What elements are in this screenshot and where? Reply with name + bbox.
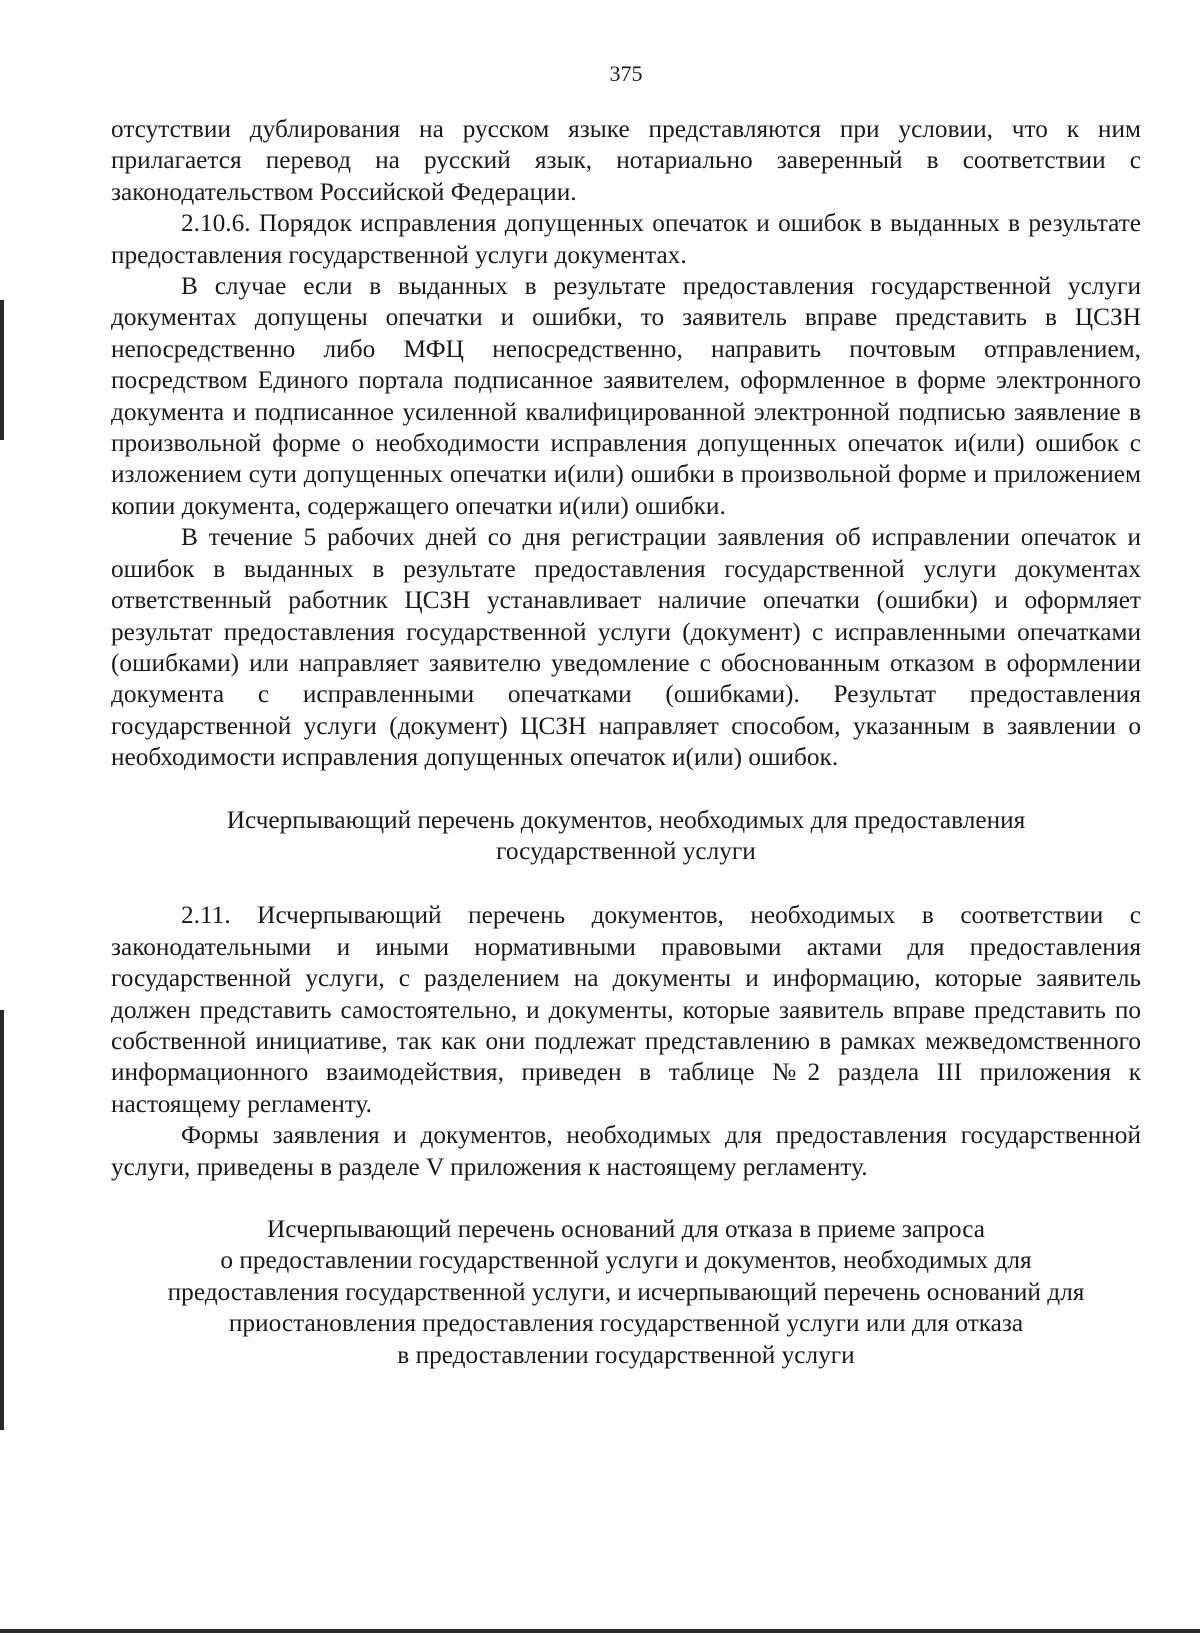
paragraph-continuation: отсутствии дублирования на русском языке представляются при условии, что к ним прилагается перевод на русский язык, нотариально заверенный в соответствии с законодательством Российской Федерации.: [111, 115, 1141, 206]
scan-edge-mark: [0, 300, 4, 440]
heading-line: Исчерпывающий перечень оснований для отказа в приеме запроса: [267, 1215, 985, 1243]
heading-line: предоставления государственной услуги, и исчерпывающий перечень оснований для: [167, 1277, 1085, 1306]
section-heading-refusal: [111, 1214, 1141, 1371]
scan-edge-mark: [0, 1010, 4, 1430]
paragraph-2-11: 2.11. Исчерпывающий перечень документов, необходимых в соответствии с законодательными и иными нормативными правовыми актами для предоставления государственной услуги, с разделением на документы и информацию, которые заявитель должен представить самостоятельно, и документы, которые заявитель вправе представить по собственной инициативе, так как они подлежат представлению в рамках межведомственного информационного взаимодействия, приведен в таблице №2 раздела III приложения к настоящему регламенту.: [111, 901, 1141, 1118]
page-number: 375: [609, 61, 643, 86]
paragraph-forms: Формы заявления и документов, необходимых для предоставления государственной услуги, приведены в разделе V приложения к настоящему регламенту.: [111, 1121, 1141, 1181]
heading-line: приостановления предоставления государственной услуги или для отказа: [228, 1309, 1024, 1338]
heading-line: Исчерпывающий перечень документов, необходимых для предоставления: [226, 805, 1026, 834]
scan-bottom-edge: [0, 1629, 1200, 1633]
heading-line: государственной услуги: [496, 836, 756, 865]
spacer: [111, 1183, 1141, 1214]
paragraph-2-10-6: 2.10.6. Порядок исправления допущенных опечаток и ошибок в выданных в результате предоставления государственной услуги документах.: [111, 209, 1141, 269]
heading-line: о предоставлении государственной услуги и документов, необходимых для: [220, 1246, 1032, 1275]
spacer: [111, 774, 1141, 805]
section-heading-documents: [111, 805, 1141, 868]
paragraph-errors-case: В случае если в выданных в результате предоставления государственной услуги документах допущены опечатки и ошибки, то заявитель вправе представить в ЦСЗН непосредственно либо МФЦ непосредственно, направить почтовым отправлением, посредством Единого портала подписанное заявителем, оформленное в форме электронного документа и подписанное усиленной квалифицированной электронной подписью заявление в произвольной форме о необходимости исправления допущенных опечаток и(или) ошибок с изложением сути допущенных опечатки и(или) ошибки в произвольной форме и приложением копии документа, содержащего опечатки и(или) ошибки.: [111, 272, 1141, 520]
document-body: [111, 114, 1141, 1371]
spacer: [111, 867, 1141, 900]
heading-line: в предоставлении государственной услуги: [397, 1340, 855, 1369]
paragraph-five-days: В течение 5 рабочих дней со дня регистрации заявления об исправлении опечаток и ошибок в выданных в результате предоставления государственной услуги документах ответственный работник ЦСЗН устанавливает наличие опечатки (ошибки) и оформляет результат предоставления государственной услуги (документ) с исправленными опечатками (ошибками) или направляет заявителю уведомление с обоснованным отказом в оформлении документа с исправленными опечатками (ошибками). Результат предоставления государственной услуги (документ) ЦСЗН направляет способом, указанным в заявлении о необходимости исправления допущенных опечаток и(или) ошибок.: [111, 523, 1141, 772]
